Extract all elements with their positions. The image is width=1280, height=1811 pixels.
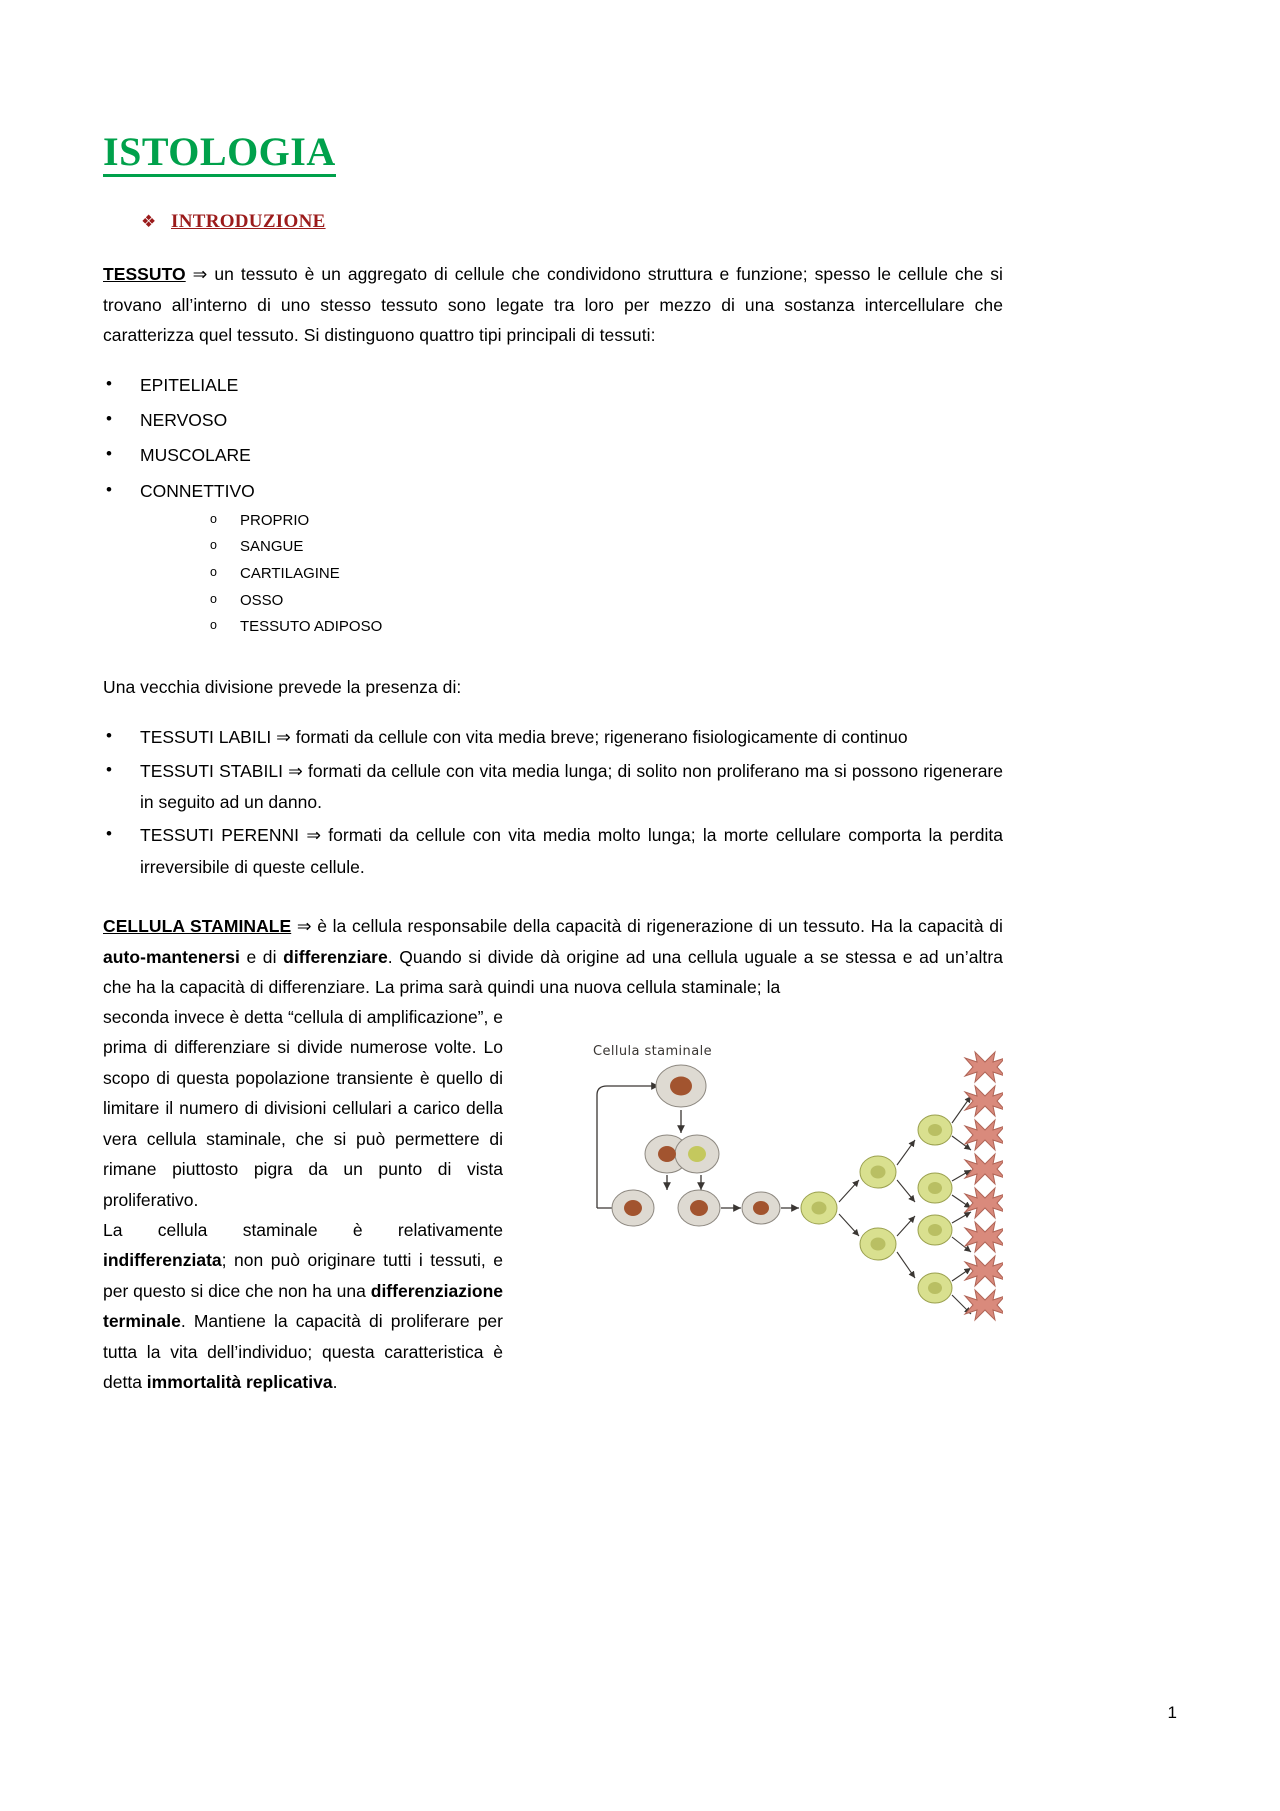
- list-item: [140, 508, 1003, 535]
- title-wrapper: [103, 0, 1003, 177]
- list-item-label: SANGUE: [240, 538, 304, 556]
- amplifying-cell-1: [678, 1190, 720, 1226]
- list-item: [103, 722, 1003, 753]
- cs-para3-c: . Mantiene la capacità di proliferare per tutta la vita dell’individuo; questa caratteristica è detta: [103, 1311, 503, 1393]
- list-item-label: CONNETTIVO: [140, 480, 255, 501]
- transit-cell-c3: [918, 1215, 952, 1245]
- cs-text-b: e di: [239, 946, 284, 967]
- cs-bold-differenziare: differenziare: [283, 946, 388, 967]
- cs-para3-a: La cellula staminale è relativamente: [103, 1220, 503, 1240]
- list-item: [140, 588, 1003, 615]
- sublist-connettivo: [140, 508, 1003, 641]
- transit-cell-b2: [860, 1228, 896, 1260]
- transit-cell-b1: [860, 1156, 896, 1188]
- cs-text-a: è la cellula responsabile della capacità di rigenerazione di un tessuto. Ha la capacità di: [311, 915, 1003, 936]
- list-item: [103, 820, 1003, 881]
- transit-cell-c1: [918, 1115, 952, 1145]
- arrow-icon: ⇒: [288, 762, 303, 783]
- transit-cell-c2: [918, 1173, 952, 1203]
- cs-text-c: . Quando si divide dà origine ad una cellula uguale a se stessa e ad un’altra che ha la capacità di differenziare. La prima sarà quindi una nuova cellula staminale; la: [103, 946, 1003, 997]
- amplifying-cell-2: [742, 1192, 780, 1224]
- diamond-bullet-icon: ❖: [141, 212, 157, 231]
- arrow-icon: ⇒: [306, 826, 321, 847]
- paragraph-cellula-staminale-1: [103, 911, 1003, 1002]
- stem-cell-top: [656, 1065, 706, 1107]
- transit-cell-c4: [918, 1273, 952, 1303]
- list-item: [103, 440, 1003, 470]
- list-item-text: formati da cellule con vita media breve; rigenerano fisiologicamente di continuo: [290, 727, 908, 748]
- tessuto-definition: un tessuto è un aggregato di cellule che condividono struttura e funzione; spesso le cellule che si trovano all’interno di uno stesso tessuto sono legate tra loro per mezzo di una sostanza intercellulare che caratterizza quel tessuto. Si distinguono quattro tipi principali di tessuti:: [103, 264, 1003, 346]
- list-item: [140, 561, 1003, 588]
- arrow-icon: ⇒: [192, 265, 208, 285]
- cs-para3-b: ; non può originare tutti i tessuti, e per questo si dice che non ha una: [103, 1250, 503, 1301]
- cs-bold-indifferenziata: indifferenziata: [103, 1250, 222, 1271]
- list-tipi-tessuti: [103, 370, 1003, 641]
- section-heading-label: INTRODUZIONE: [171, 211, 326, 232]
- cs-bold-auto-mantenersi: auto-mantenersi: [103, 946, 240, 967]
- dividing-cell: [645, 1135, 719, 1173]
- arrow-icon: ⇒: [296, 916, 312, 937]
- list-item-label: EPITELIALE: [140, 375, 239, 396]
- page-number: 1: [1167, 1703, 1177, 1722]
- daughter-stem-cell: [612, 1190, 654, 1226]
- page-content: [103, 0, 1003, 1398]
- term-cellula-staminale: CELLULA STAMINALE: [103, 915, 292, 936]
- paragraph-cellula-staminale-3: [103, 1215, 503, 1398]
- list-item-text: formati da cellule con vita media molto lunga; la morte cellulare comporta la perdita irreversibile di queste cellule.: [140, 825, 1003, 877]
- list-item: [140, 614, 1003, 641]
- list-item-label: CARTILAGINE: [240, 565, 340, 583]
- paragraph-tessuto: [103, 259, 1003, 350]
- cs-para2: seconda invece è detta “cellula di amplificazione”, e prima di differenziare si divide numerose volte. Lo scopo di questa popolazione transiente è quello di limitare il numero di divisioni cellulari a carico della vera cellula staminale, che si può permettere di rimane piuttosto pigra da un punto di vista proliferativo.: [103, 1006, 503, 1210]
- list-item-label: TESSUTO ADIPOSO: [240, 618, 383, 636]
- list-item-label: MUSCOLARE: [140, 445, 251, 466]
- arrow-icon: ⇒: [276, 728, 291, 749]
- list-item-term: TESSUTI LABILI: [140, 727, 272, 748]
- page-title: ISTOLOGIA: [103, 0, 336, 177]
- list-item-text: formati da cellule con vita media lunga; di solito non proliferano ma si possono rigenerare in seguito ad un danno.: [140, 761, 1003, 813]
- list-tessuti-vecchia-divisione: [103, 722, 1003, 881]
- cs-bold-immortalita-replicativa: immortalità replicativa: [146, 1372, 333, 1393]
- list-item: [140, 534, 1003, 561]
- list-item-label: PROPRIO: [240, 511, 310, 529]
- list-item: [103, 476, 1003, 642]
- cs-bold-differenziazione-terminale: differenziazione terminale: [103, 1280, 503, 1332]
- paragraph-cellula-staminale-2: [103, 1002, 503, 1215]
- list-item: [103, 405, 1003, 435]
- cs-para3-d: .: [332, 1372, 338, 1393]
- paragraph-vecchia-divisione: Una vecchia divisione prevede la presenza di:: [103, 677, 462, 698]
- list-item: [103, 756, 1003, 817]
- stem-cell-diagram-svg: [571, 1030, 1003, 1382]
- figure-cellula-staminale: [571, 1030, 1003, 1382]
- list-item-term: TESSUTI STABILI: [140, 761, 283, 782]
- differentiated-cells: [965, 1052, 1003, 1320]
- term-tessuto: TESSUTO: [103, 264, 186, 284]
- list-item-label: OSSO: [240, 591, 284, 609]
- list-item: [103, 370, 1003, 400]
- section-heading-introduzione: [103, 211, 1003, 233]
- list-item-term: TESSUTI PERENNI: [140, 825, 299, 846]
- figure-caption: Cellula staminale: [593, 1043, 712, 1059]
- text-figure-wrap: [103, 1002, 1003, 1398]
- transit-cell-a: [801, 1192, 837, 1224]
- list-item-label: NERVOSO: [140, 410, 228, 431]
